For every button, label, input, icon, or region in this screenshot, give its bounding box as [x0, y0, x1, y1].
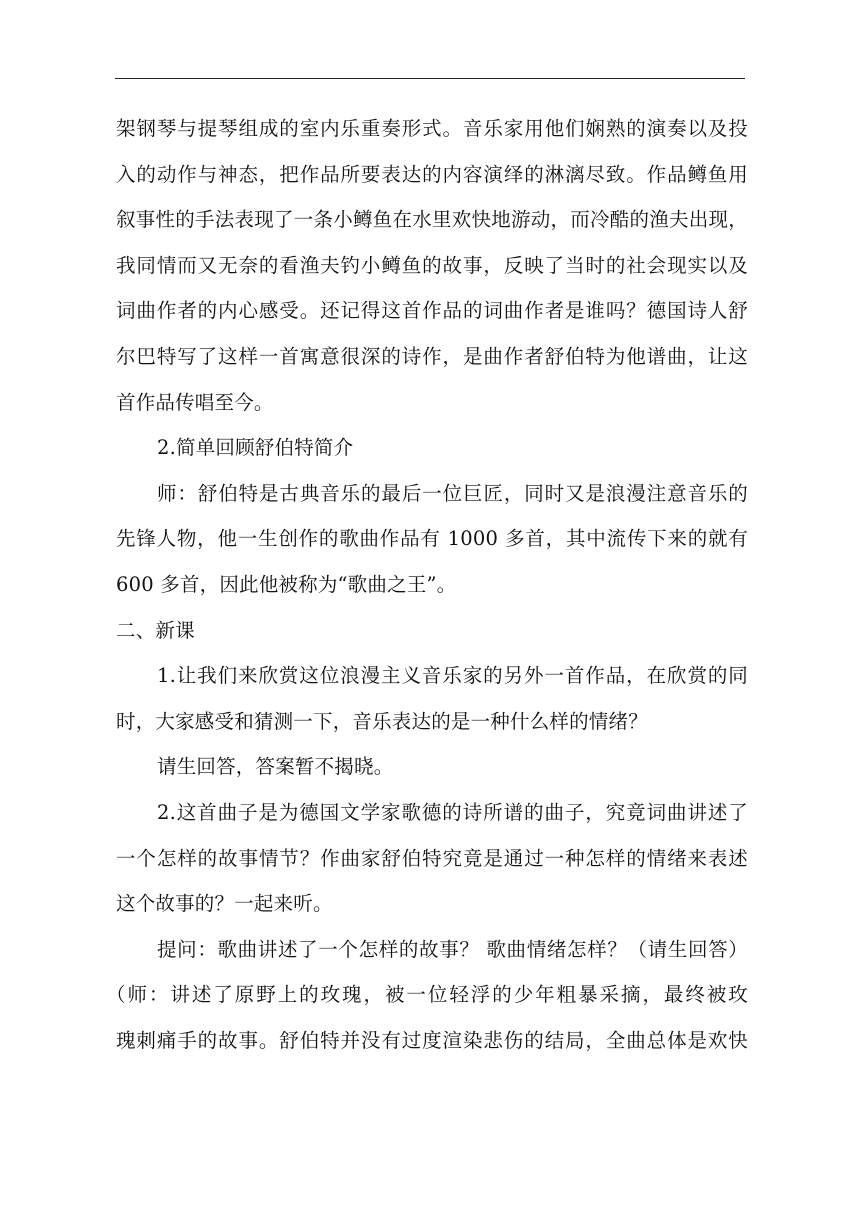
text-line: 师：舒伯特是古典音乐的最后一位巨匠，同时又是浪漫注意音乐的 — [157, 481, 748, 505]
text-line: 2.这首曲子是为德国文学家歌德的诗所谱的曲子，究竟词曲讲述了 — [157, 800, 748, 824]
text-line: 这个故事的？一起来听。 — [116, 892, 333, 916]
text-line: 叙事性的手法表现了一条小鳟鱼在水里欢快地游动，而冷酷的渔夫出现， — [116, 208, 748, 232]
document-body — [106, 106, 748, 1063]
text-line: 尔巴特写了这样一首寓意很深的诗作，是曲作者舒伯特为他谱曲，让这 — [116, 344, 748, 368]
text-line: 提问：歌曲讲述了一个怎样的故事？ 歌曲情绪怎样？（请生回答） — [157, 937, 748, 961]
text-line: 600 多首，因此他被称为“歌曲之王”。 — [116, 572, 457, 596]
section-heading: 二、新课 — [116, 618, 195, 642]
text-line: 我同情而又无奈的看渔夫钓小鳟鱼的故事，反映了当时的社会现实以及 — [116, 253, 748, 277]
text-line: 一个怎样的故事情节？作曲家舒伯特究竟是通过一种怎样的情绪来表述 — [116, 846, 748, 870]
text-line: 首作品传唱至今。 — [116, 390, 274, 414]
text-line: 请生回答，答案暂不揭晓。 — [157, 755, 394, 779]
text-line: 先锋人物，他一生创作的歌曲作品有 1000 多首，其中流传下来的就有 — [116, 527, 748, 551]
text-line: 瑰刺痛手的故事。舒伯特并没有过度渲染悲伤的结局，全曲总体是欢快 — [116, 1028, 748, 1052]
text-line: 入的动作与神态，把作品所要表达的内容演绎的淋漓尽致。作品鳟鱼用 — [116, 162, 748, 186]
section-item-heading: 2.简单回顾舒伯特简介 — [157, 436, 354, 460]
text-line: （师：讲述了原野上的玫瑰，被一位轻浮的少年粗暴采摘，最终被玫 — [106, 983, 748, 1007]
text-line: 词曲作者的内心感受。还记得这首作品的词曲作者是谁吗？德国诗人舒 — [116, 299, 748, 323]
text-line: 时，大家感受和猜测一下，音乐表达的是一种什么样的情绪？ — [116, 709, 648, 733]
header-rule — [115, 78, 745, 79]
text-line: 1.让我们来欣赏这位浪漫主义音乐家的另外一首作品，在欣赏的同 — [157, 664, 748, 688]
text-line: 架钢琴与提琴组成的室内乐重奏形式。音乐家用他们娴熟的演奏以及投 — [116, 117, 748, 140]
